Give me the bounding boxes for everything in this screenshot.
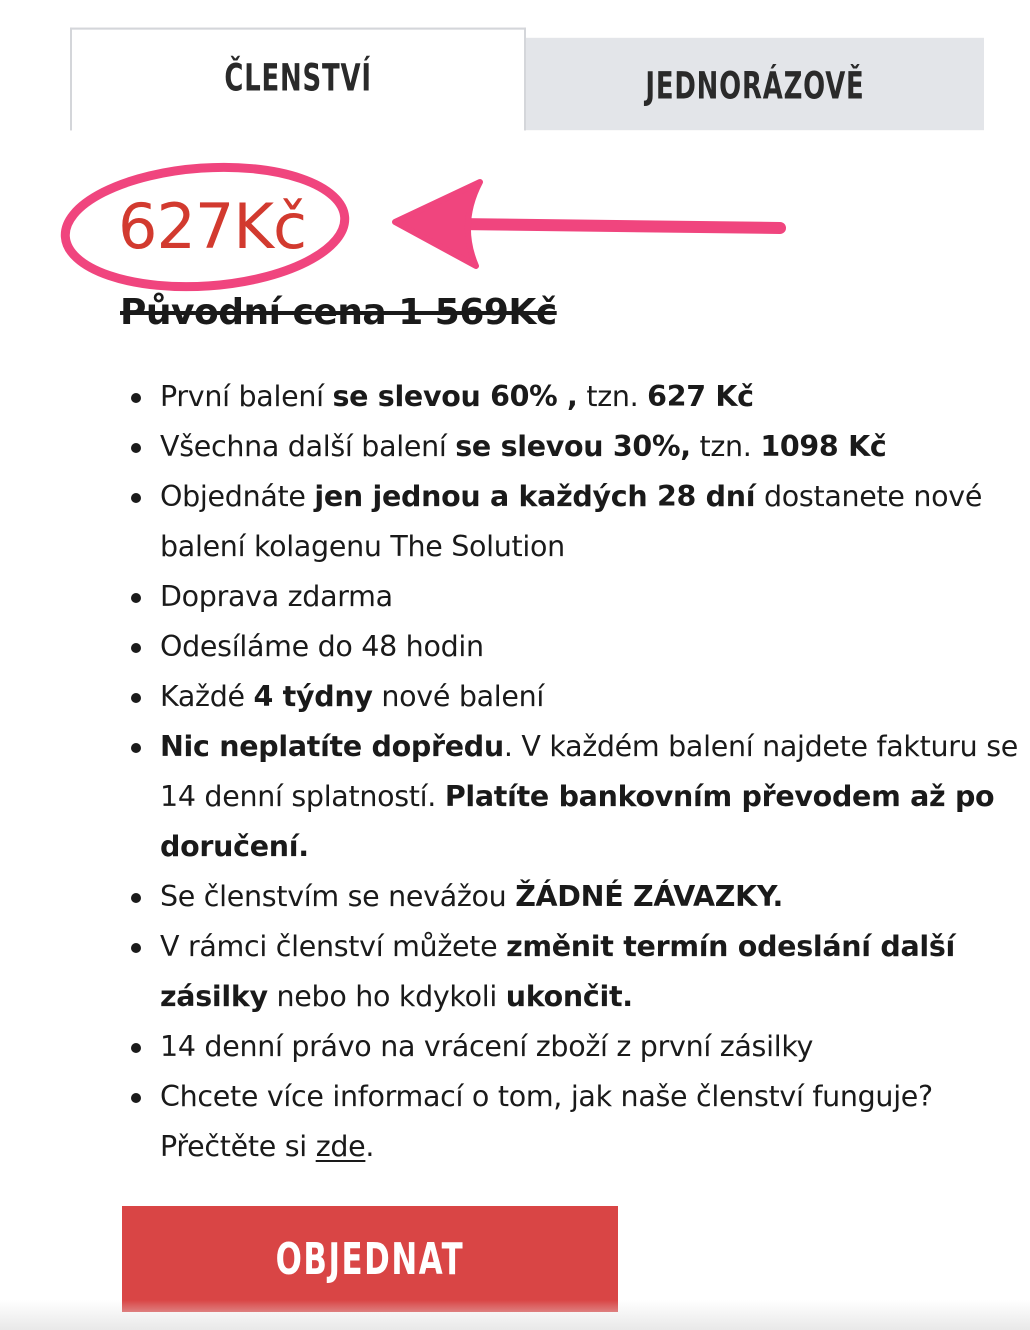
highlight-arrow-head (395, 182, 480, 266)
more-info-link[interactable]: zde (315, 1130, 366, 1163)
price-block (60, 150, 960, 300)
list-item: V rámci členství můžete změnit termín odeslání další zásilky nebo ho kdykoli ukončit. (160, 922, 1030, 1022)
list-item: Doprava zdarma (160, 572, 1030, 622)
tab-one-time[interactable] (526, 38, 984, 130)
order-button[interactable] (122, 1206, 618, 1312)
current-price: 627Kč (118, 190, 307, 263)
product-tabs (70, 30, 984, 128)
order-button-label: OBJEDNAT (275, 1233, 465, 1285)
list-item: Objednáte jen jednou a každých 28 dní dostanete nové balení kolagenu The Solution (160, 472, 1030, 572)
list-item: 14 denní právo na vrácení zboží z první zásilky (160, 1022, 1030, 1072)
tab-membership-label: ČLENSTVÍ (224, 56, 372, 100)
original-price: Původní cena 1 569Kč (120, 292, 557, 333)
list-item: Každé 4 týdny nové balení (160, 672, 1030, 722)
membership-features-list (112, 372, 1030, 1172)
tab-one-time-label: JEDNORÁZOVĚ (645, 64, 865, 108)
list-item: Nic neplatíte dopředu. V každém balení najdete fakturu se 14 denní splatností. Platíte bankovním převodem až po doručení. (160, 722, 1030, 872)
highlight-arrow-shaft (455, 224, 780, 228)
list-item: Odesíláme do 48 hodin (160, 622, 1030, 672)
list-item: Se členstvím se nevážou ŽÁDNÉ ZÁVAZKY. (160, 872, 1030, 922)
list-item: První balení se slevou 60% , tzn. 627 Kč (160, 372, 1030, 422)
tab-membership[interactable] (70, 28, 526, 131)
list-item: Všechna další balení se slevou 30%, tzn. 1098 Kč (160, 422, 1030, 472)
list-item: Chcete více informací o tom, jak naše členství funguje? Přečtěte si zde. (160, 1072, 1030, 1172)
